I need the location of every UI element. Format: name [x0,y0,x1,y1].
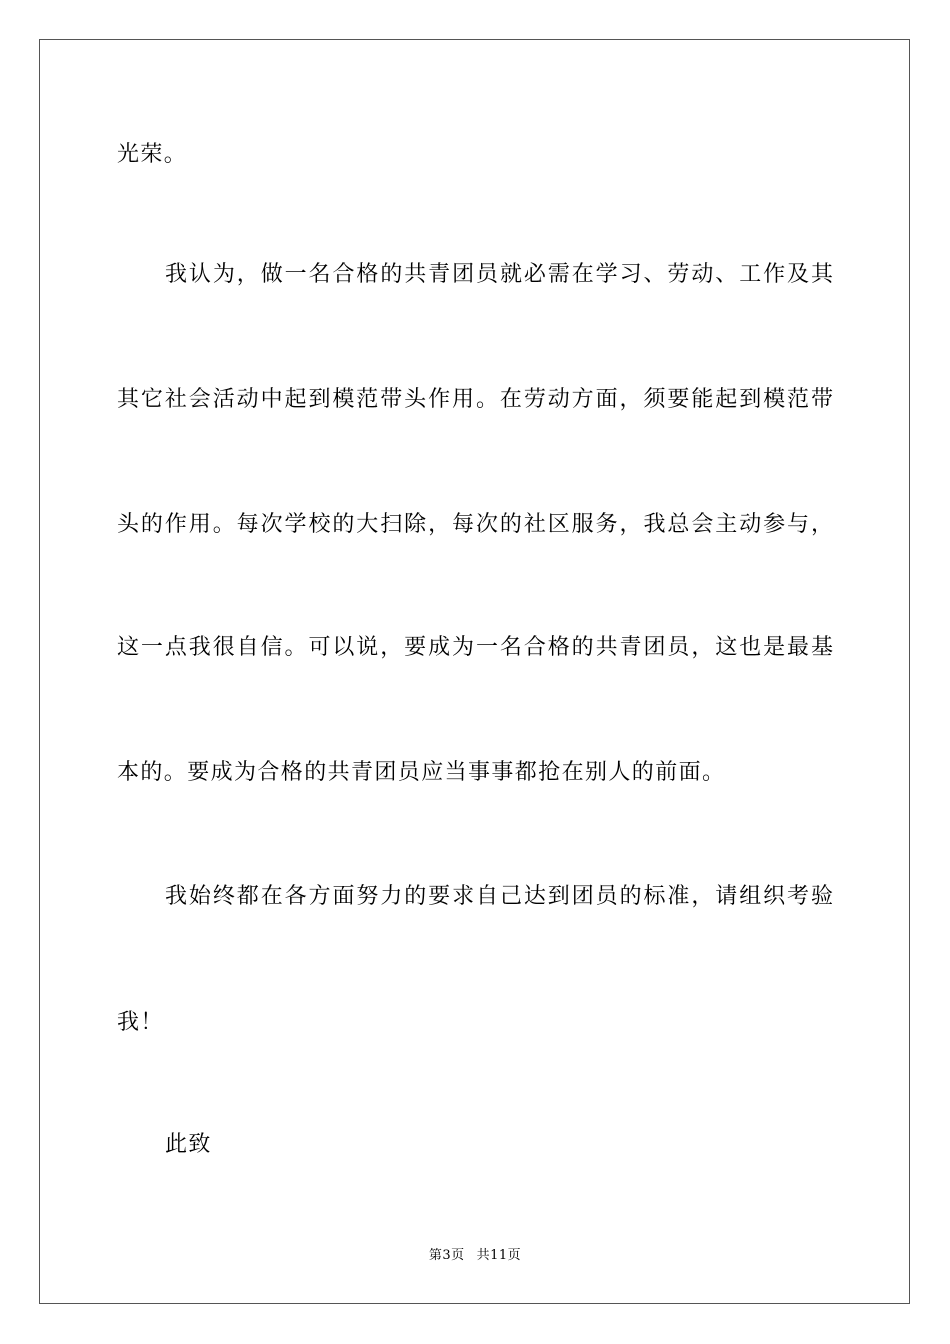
page-number: 第3页 [428,1248,465,1263]
page-total: 共11页 [476,1248,522,1263]
text-line-9: 此致 [165,1132,212,1157]
text-line-3: 其它社会活动中起到模范带头作用。在劳动方面，须要能起到模范带 [117,387,833,412]
text-line-6: 本的。要成为合格的共青团员应当事事都抢在别人的前面。 [117,760,726,785]
text-line-8: 我！ [117,1010,164,1035]
text-line-2: 我认为，做一名合格的共青团员就必需在学习、劳动、工作及其 [165,262,833,287]
page-frame [39,39,910,1304]
text-line-4: 头的作用。每次学校的大扫除，每次的社区服务，我总会主动参与， [117,512,833,537]
text-line-1: 光荣。 [117,142,188,167]
text-line-7: 我始终都在各方面努力的要求自己达到团员的标准，请组织考验 [165,884,833,909]
page-footer [0,1248,950,1264]
text-line-5: 这一点我很自信。可以说，要成为一名合格的共青团员，这也是最基 [117,635,833,660]
